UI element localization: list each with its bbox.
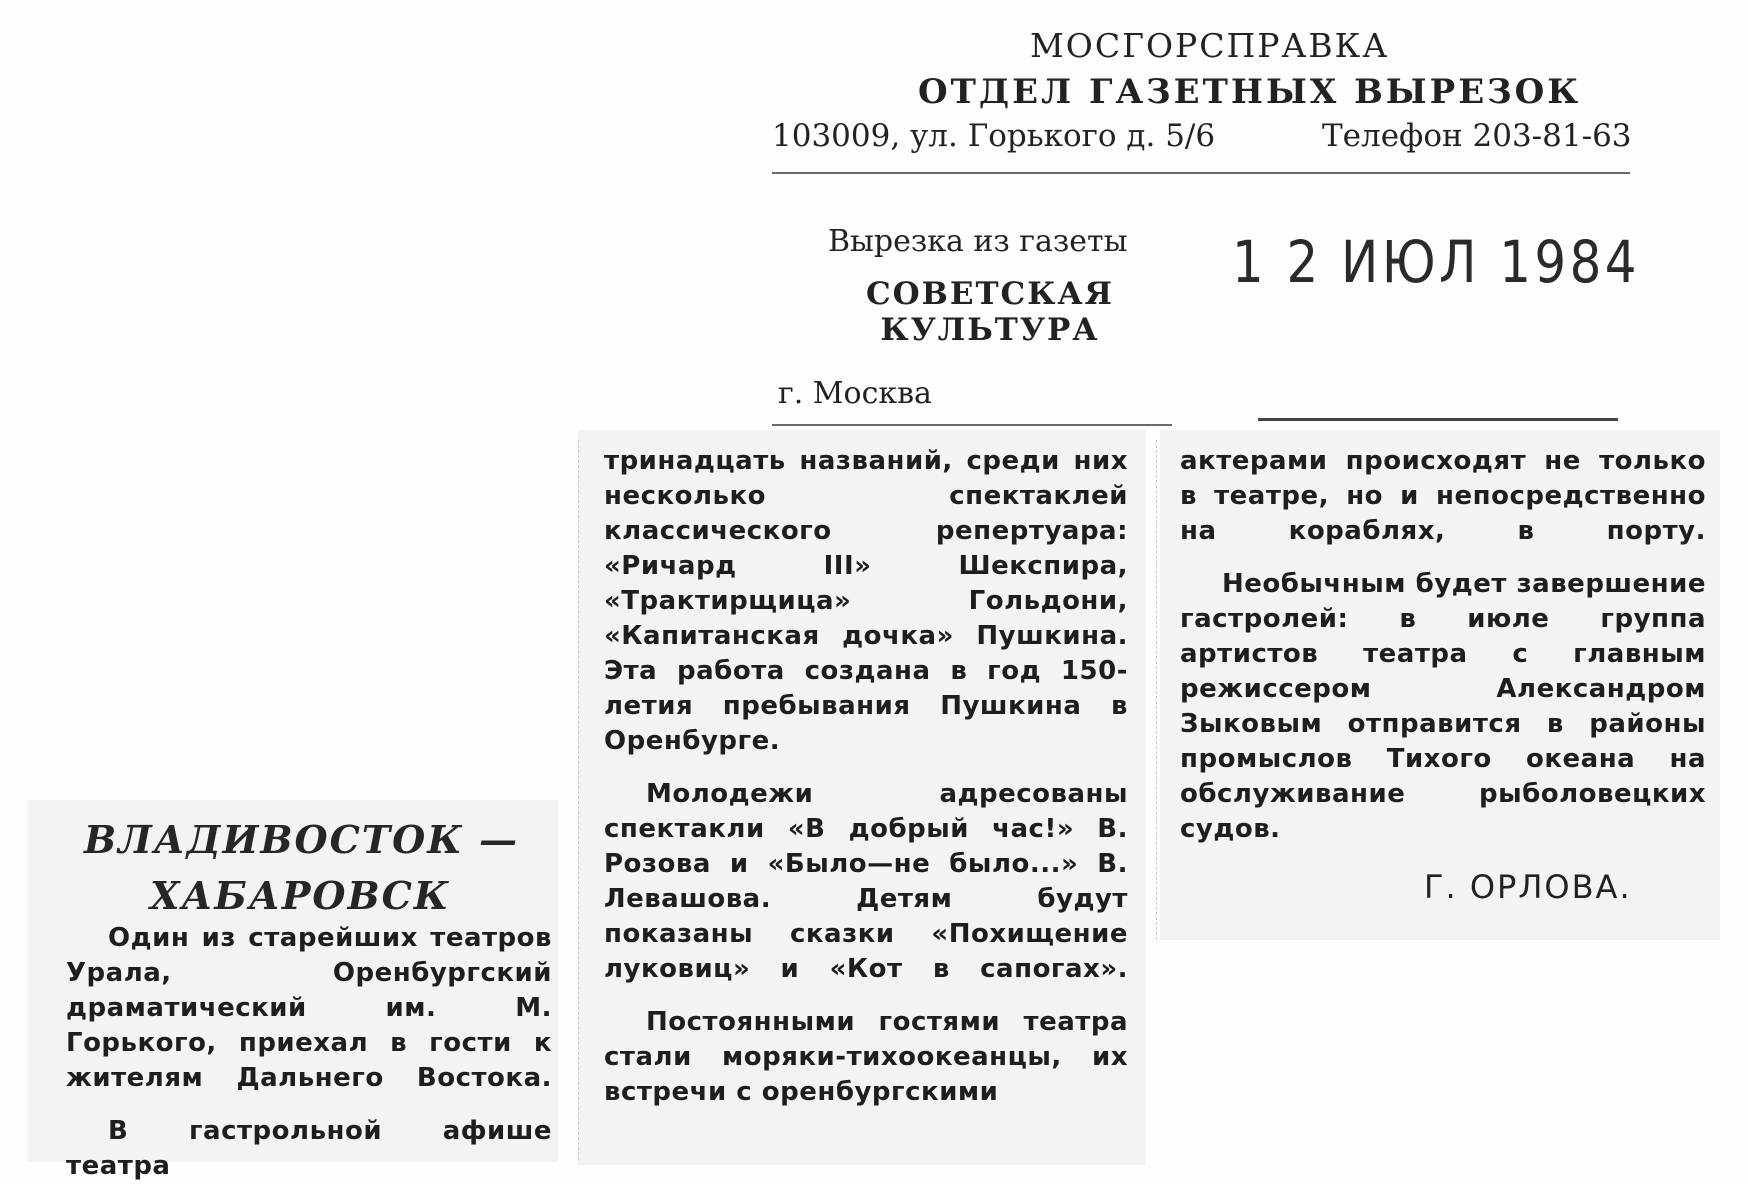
headline-line-2: ХАБАРОВСК [150,873,451,918]
article-column-left [66,921,552,1184]
column-divider-left [578,440,579,1160]
phone-number: Телефон 203-81-63 [1322,118,1632,154]
city-divider [772,424,1172,426]
address: 103009, ул. Горького д. 5/6 [772,118,1216,154]
newspaper-name: СОВЕТСКАЯ КУЛЬТУРА [865,276,1115,348]
column-divider-right [1156,440,1157,940]
headline-line-1: ВЛАДИВОСТОК — [84,817,520,862]
paragraph: Молодежи адресованы спектакли «В добрый час!» В. Розова и «Было—не было...» В. Левашова. Детям будут показаны сказки «Похищение луковиц» и «Кот в сапогах». [604,779,1128,984]
date-stamp: 1 2 ИЮЛ 1984 [1232,228,1640,296]
paragraph: Один из старейших театров Урала, Оренбургский драматический им. М. Горького, приехал в гости к жителям Дальнего Востока. [66,923,552,1093]
newspaper-city: г. Москва [778,376,932,411]
stamp-divider [1258,418,1618,421]
paragraph: В гастрольной афише театра [66,1116,552,1181]
author-signature: Г. ОРЛОВА. [1424,868,1632,906]
article-column-middle [604,444,1128,1110]
article-column-right [1180,444,1706,847]
paragraph: тринадцать названий, среди них несколько спектаклей классического репертуара: «Ричард III» Шекспира, «Трактирщица» Гольдони, «Капитанская дочка» Пушкина. Эта работа создана в год 150-летия пребывания Пушкина в Оренбурге. [604,446,1128,756]
header-divider [772,172,1630,174]
paragraph: актерами происходят не только в театре, но и непосредственно на кораблях, в порту. [1180,446,1706,546]
clipping-label: Вырезка из газеты [828,224,1128,259]
organization-name: МОСГОРСПРАВКА [1030,26,1390,65]
paragraph: Постоянными гостями театра стали моряки-тихоокеанцы, их встречи с оренбургскими [604,1007,1128,1107]
paragraph: Необычным будет завершение гастролей: в июле группа артистов театра с главным режиссером Александром Зыковым отправится в районы промыслов Тихого океана на обслуживание рыболовецких судов. [1180,569,1706,844]
article-headline [84,812,519,924]
department-name: ОТДЕЛ ГАЗЕТНЫХ ВЫРЕЗОК [918,72,1582,112]
